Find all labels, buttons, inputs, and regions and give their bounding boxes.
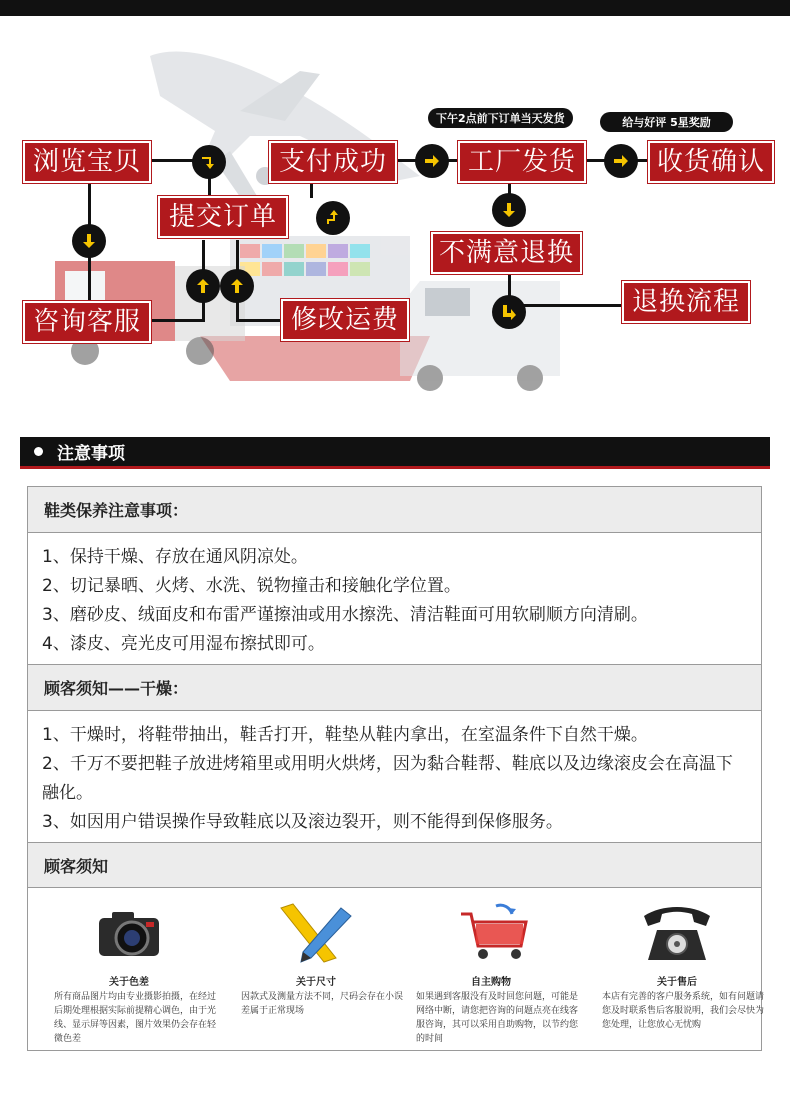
card-title: 关于尺寸 [296, 977, 336, 988]
notice-title: 注意事项 [57, 444, 125, 464]
shopping-cart-icon [416, 900, 566, 970]
down-arrow-icon [72, 224, 106, 258]
step-return-flow: 退换流程 [622, 281, 750, 323]
card-description: 所有商品图片均由专业摄影拍摄，在经过后期处理根据实际前提精心调色，由于光线、显示屏等因素，图片效果仍会存在轻微色差 [54, 992, 217, 1044]
card-description: 因款式及测量方法不同，尺码会存在小误差属于正常现场 [241, 992, 404, 1016]
down-arrow-icon [492, 193, 526, 227]
notice-section-header [20, 437, 770, 469]
card-title: 关于售后 [657, 977, 697, 988]
dry-heading: 顾客须知——干燥： [28, 665, 761, 711]
card-description: 本店有完善的客户服务系统，如有问题请您及时联系售后客服说明，我们会尽快为您处理，让您放心无忧购 [602, 992, 765, 1030]
turn-down-arrow-icon [192, 145, 226, 179]
connector-line [208, 178, 211, 196]
notice-table [27, 486, 765, 1051]
step-pay-success: 支付成功 [269, 141, 397, 183]
up-arrow-icon [220, 269, 254, 303]
right-arrow-icon [415, 144, 449, 178]
step-submit-order: 提交订单 [158, 196, 288, 238]
top-bar [0, 0, 790, 16]
care-item: 1、保持干燥、存放在通风阴凉处。 [42, 547, 308, 567]
care-heading: 鞋类保养注意事项： [28, 487, 761, 533]
step-consult-service: 咨询客服 [23, 301, 151, 343]
turn-right-arrow-icon [492, 295, 526, 329]
bullet-dot-icon [34, 447, 43, 456]
care-list [28, 533, 761, 665]
care-item: 4、漆皮、亮光皮可用湿布擦拭即可。 [42, 634, 325, 654]
connector-line [236, 319, 281, 322]
telephone-icon [602, 900, 752, 970]
step-confirm-receipt: 收货确认 [648, 141, 774, 183]
step-ship: 工厂发货 [458, 141, 586, 183]
step-modify-freight: 修改运费 [281, 299, 409, 341]
connector-line [150, 319, 205, 322]
step-browse: 浏览宝贝 [23, 141, 151, 183]
dry-item: 1、干燥时，将鞋带抽出，鞋舌打开，鞋垫从鞋内拿出，在室温条件下自然干燥。 [42, 725, 648, 745]
ruler-pencil-icon [241, 900, 391, 970]
same-day-ship-note: 下午2点前下订单当天发货 [428, 108, 573, 128]
van-icon [400, 281, 560, 391]
order-flow-diagram [0, 16, 790, 396]
card-title: 关于色差 [109, 977, 149, 988]
card-title: 自主购物 [471, 977, 511, 988]
up-arrow-icon [186, 269, 220, 303]
camera-icon [54, 900, 204, 970]
dry-item: 3、如因用户错误操作导致鞋底以及滚边裂开，则不能得到保修服务。 [42, 812, 563, 832]
five-star-review-note: 给与好评 5星奖励 [600, 112, 733, 132]
right-arrow-icon [604, 144, 638, 178]
care-item: 2、切记暴晒、火烤、水洗、锐物撞击和接触化学位置。 [42, 576, 461, 596]
care-item: 3、磨砂皮、绒面皮和布雷严谨擦油或用水擦洗、清洁鞋面可用软刷顺方向清刷。 [42, 605, 648, 625]
customer-heading: 顾客须知 [28, 843, 761, 888]
card-description: 如果遇到客服没有及时回您问题，可能是网络中断，请您把咨询的问题点亮在线客服咨询，其可以采用自助购物，以节约您的时间 [416, 992, 579, 1044]
turn-up-arrow-icon [316, 201, 350, 235]
customer-info-cards [28, 888, 765, 1050]
dry-list [28, 711, 761, 843]
dry-item: 2、千万不要把鞋子放进烤箱里或用明火烘烤，因为黏合鞋帮、鞋底以及边缘滚皮会在高温下融化。 [42, 754, 733, 803]
step-unsatisfied-return: 不满意退换 [431, 232, 582, 274]
